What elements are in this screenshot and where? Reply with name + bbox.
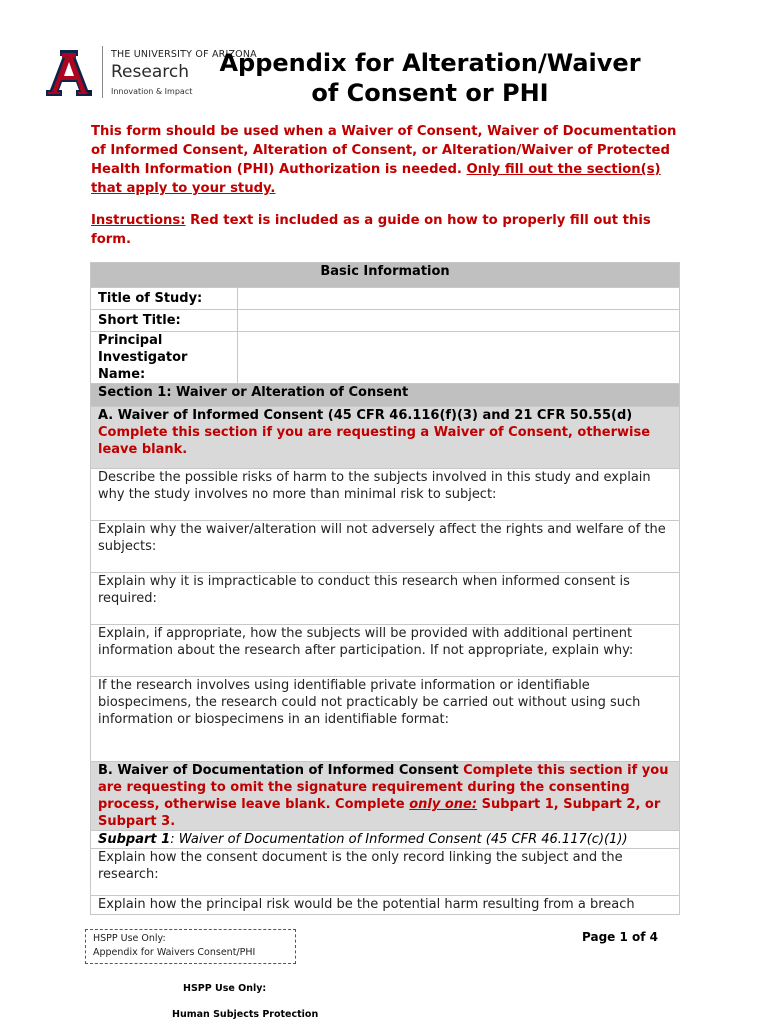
brand-divider <box>102 46 103 98</box>
short-title-label: Short Title: <box>91 310 238 332</box>
partB-guide-emphasis: only one: <box>409 797 478 812</box>
partB-title: B. Waiver of Documentation of Informed Consent <box>98 763 459 778</box>
question-impracticable[interactable]: Explain why it is impracticable to conduct this research when informed consent is required: <box>91 573 680 625</box>
instructions-paragraph <box>91 211 691 249</box>
question-principal-risk[interactable]: Explain how the principal risk would be the potential harm resulting from a breach <box>91 896 680 915</box>
document-title <box>200 48 660 108</box>
partA-title: A. Waiver of Informed Consent (45 CFR 46.116(f)(3) and 21 CFR 50.55(d) <box>98 408 633 423</box>
question-risk-of-harm[interactable]: Describe the possible risks of harm to the subjects involved in this study and explain why the study involves no more than minimal risk to subject: <box>91 469 680 521</box>
subpart1-row <box>91 831 680 849</box>
footer-hspp-use-only: HSPP Use Only: <box>183 983 267 994</box>
partA-guide: Complete this section if you are requesting a Waiver of Consent, otherwise leave blank. <box>98 425 651 457</box>
partB-guide-subparts: Subpart 1, Subpart 2, or Subpart 3. <box>98 797 661 829</box>
short-title-field[interactable] <box>238 310 680 332</box>
basic-info-heading: Basic Information <box>91 263 680 288</box>
instructions-text: Red text is included as a guide on how to properly fill out this form. <box>91 213 651 247</box>
instructions-label: Instructions: <box>91 213 186 228</box>
footer-box-line2: Appendix for Waivers Consent/PHI <box>93 947 256 958</box>
intro-text: This form should be used when a Waiver of Consent, Waiver of Documentation of Informed Consent, Alteration of Consent, or Alteration/Waiver of Protected Health Information (PHI) Authorization is needed. <box>91 124 677 177</box>
document-title-line2: of Consent or PHI <box>311 79 549 107</box>
footer-hspp-box <box>85 929 296 964</box>
form-table <box>90 262 680 915</box>
intro-paragraph <box>91 122 691 198</box>
document-title-line1: Appendix for Alteration/Waiver <box>219 49 641 77</box>
pi-name-field[interactable] <box>238 332 680 384</box>
question-pertinent-info[interactable]: Explain, if appropriate, how the subjects will be provided with additional pertinent information about the research after participation. If not appropriate, explain why: <box>91 625 680 677</box>
brand-tagline: Innovation & Impact <box>111 87 193 96</box>
partB-header <box>91 762 680 831</box>
question-rights-welfare[interactable]: Explain why the waiver/alteration will not adversely affect the rights and welfare of the subjects: <box>91 521 680 573</box>
question-only-record[interactable]: Explain how the consent document is the only record linking the subject and the research: <box>91 849 680 896</box>
registered-mark: ® <box>86 90 92 97</box>
title-of-study-field[interactable] <box>238 288 680 310</box>
pi-name-label: Principal Investigator Name: <box>91 332 238 384</box>
subpart1-label: Subpart 1 <box>98 832 171 847</box>
subpart1-text: : Waiver of Documentation of Informed Consent (45 CFR 46.117(c)(1)) <box>170 832 628 847</box>
question-identifiable-info[interactable]: If the research involves using identifiable private information or identifiable biospecimens, the research could not practicably be carried out without using such information or biospecimens in an identifiable format: <box>91 677 680 762</box>
brand-unit-name: Research <box>111 62 189 82</box>
brand-university-name: THE UNIVERSITY OF ARIZONA <box>111 49 257 60</box>
title-of-study-label: Title of Study: <box>91 288 238 310</box>
intro-underlined-text: Only fill out the section(s) that apply to your study. <box>91 162 661 196</box>
partA-header <box>91 407 680 469</box>
footer-box-line1: HSPP Use Only: <box>93 933 166 944</box>
partB-guide: Complete this section if you are requesting to omit the signature requirement during the consenting process, otherwise leave blank. Complete <box>98 763 669 812</box>
footer-human-subjects: Human Subjects Protection <box>172 1009 319 1020</box>
page-number: Page 1 of 4 <box>582 930 658 944</box>
section1-heading: Section 1: Waiver or Alteration of Consent <box>91 384 680 407</box>
